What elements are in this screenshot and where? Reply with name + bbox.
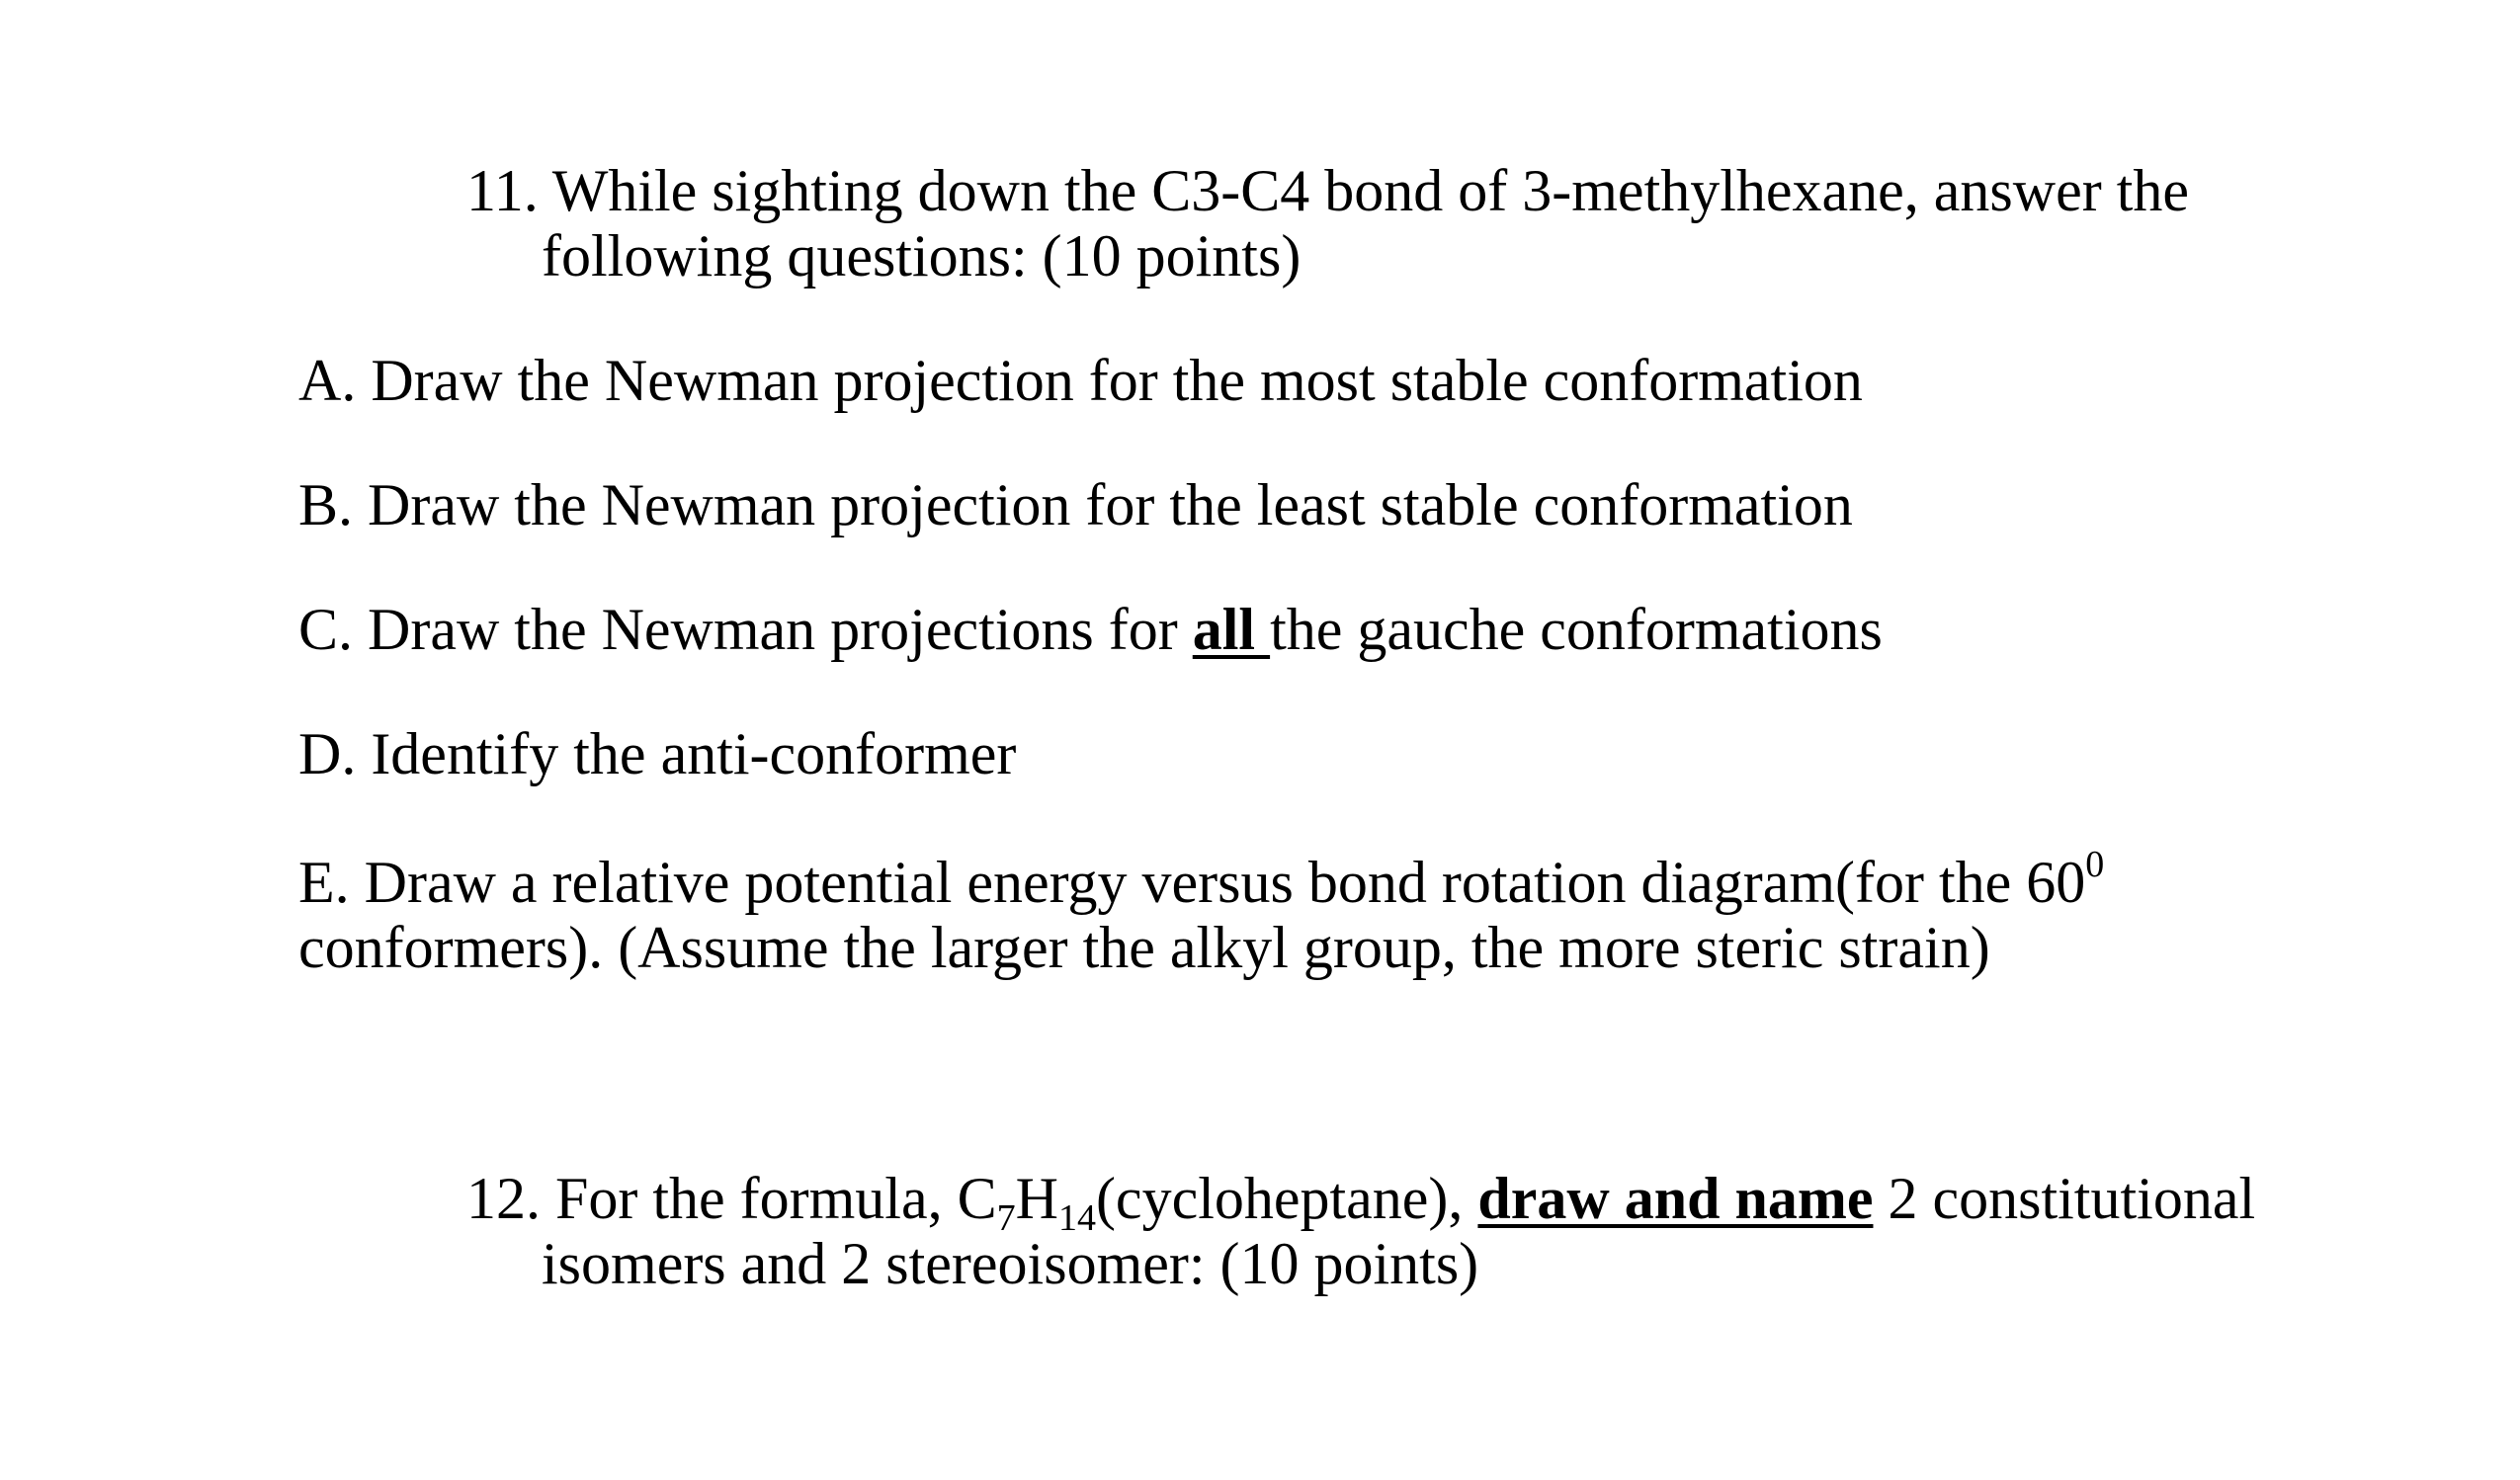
part-d: D. Identify the anti-conformer xyxy=(298,721,1017,786)
question-11-line-2: following questions: (10 points) xyxy=(542,223,1302,288)
q12-emphasis: draw and name xyxy=(1477,1166,1874,1231)
part-a: A. Draw the Newman projection for the most stable conformation xyxy=(298,348,1863,413)
part-e-text: E. Draw a relative potential energy versus bond rotation diagram(for the 60 xyxy=(298,850,2086,915)
q12-hydrogen: H xyxy=(1015,1166,1058,1231)
q12-suffix: 2 constitutional xyxy=(1873,1166,2256,1231)
q12-prefix: 12. For the formula, C xyxy=(466,1166,997,1231)
part-c-text-after: the gauche conformations xyxy=(1270,597,1883,662)
part-c-text-before: C. Draw the Newman projections for xyxy=(298,597,1193,662)
part-c xyxy=(298,597,1883,662)
question-11-line-1: 11. While sighting down the C3-C4 bond of 3-methylhexane, answer the xyxy=(466,158,2190,223)
q12-after-formula: (cycloheptane), xyxy=(1095,1166,1478,1231)
question-12-line-2: isomers and 2 stereoisomer: (10 points) xyxy=(542,1231,1479,1296)
part-e-line-2: conformers). (Assume the larger the alkyl group, the more steric strain) xyxy=(298,915,1990,980)
part-e-line-1 xyxy=(298,844,2105,915)
part-e-superscript: 0 xyxy=(2085,844,2105,885)
part-b: B. Draw the Newman projection for the least stable conformation xyxy=(298,472,1853,537)
q12-subscript-14: 14 xyxy=(1057,1197,1096,1239)
question-12-line-1 xyxy=(466,1166,2256,1239)
q12-subscript-7: 7 xyxy=(996,1197,1016,1239)
part-c-emphasis: all xyxy=(1192,597,1271,662)
